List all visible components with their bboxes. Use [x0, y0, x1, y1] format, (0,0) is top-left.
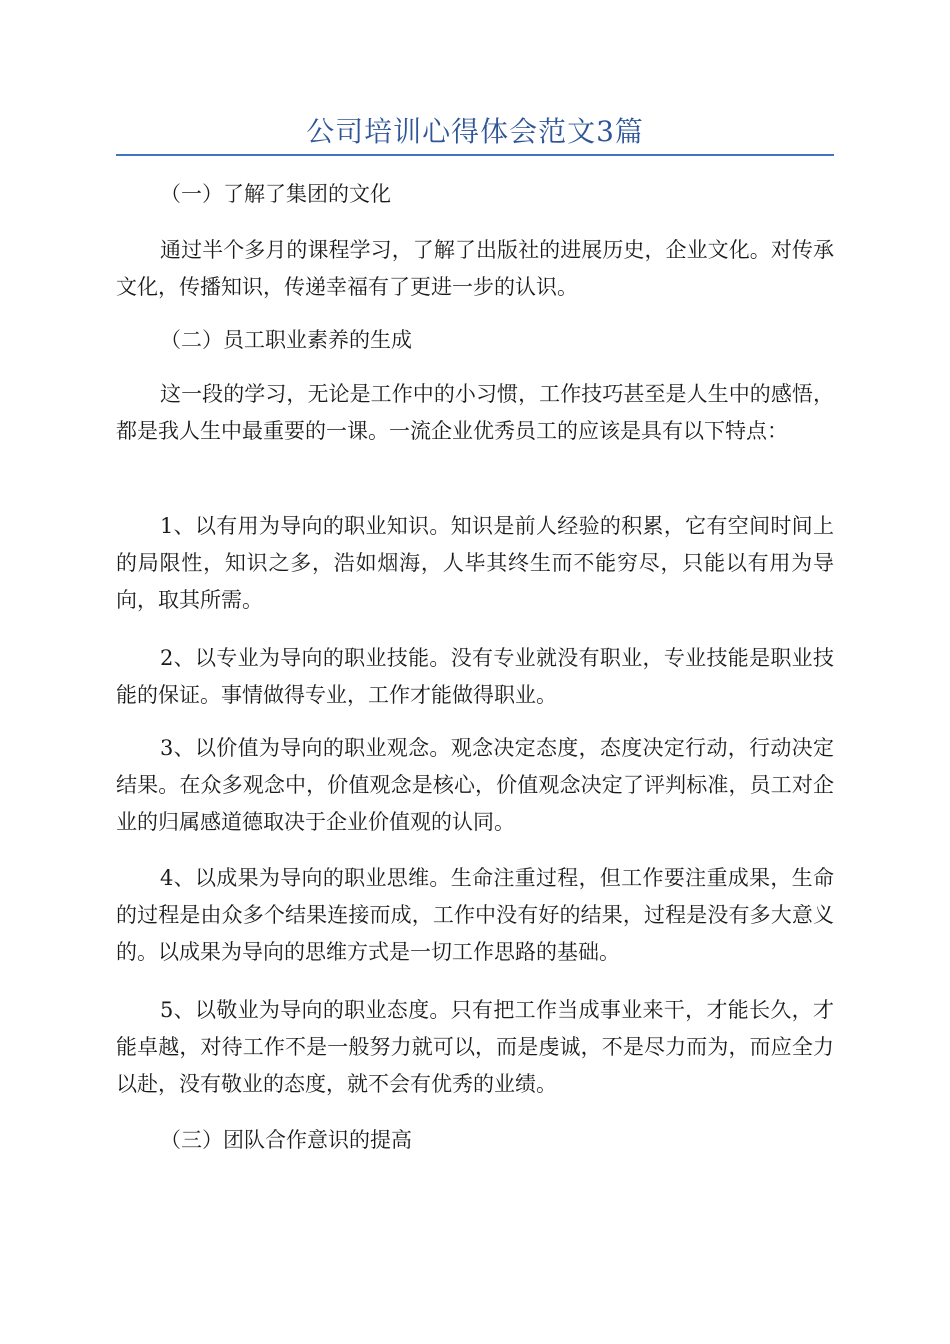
- list-item-1: 1、以有用为导向的职业知识。知识是前人经验的积累，它有空间时间上的局限性，知识之多，浩如烟海，人毕其终生而不能穷尽，只能以有用为导向，取其所需。: [116, 514, 834, 612]
- list-item-3: 3、以价值为导向的职业观念。观念决定态度，态度决定行动，行动决定结果。在众多观念中，价值观念是核心，价值观念决定了评判标准，员工对企业的归属感道德取决于企业价值观的认同。: [116, 736, 834, 834]
- section-heading-2: （二）员工职业素养的生成: [160, 328, 412, 352]
- list-item-2: 2、以专业为导向的职业技能。没有专业就没有职业，专业技能是职业技能的保证。事情做得专业，工作才能做得职业。: [116, 646, 834, 707]
- paragraph: 这一段的学习，无论是工作中的小习惯，工作技巧甚至是人生中的感悟，都是我人生中最重要的一课。一流企业优秀员工的应该是具有以下特点：: [116, 382, 834, 443]
- paragraph: 通过半个多月的课程学习，了解了出版社的进展历史，企业文化。对传承文化，传播知识，传递幸福有了更进一步的认识。: [116, 238, 834, 299]
- list-item-4: 4、以成果为导向的职业思维。生命注重过程，但工作要注重成果，生命的过程是由众多个结果连接而成，工作中没有好的结果，过程是没有多大意义的。以成果为导向的思维方式是一切工作思路的基础。: [116, 866, 834, 964]
- section-heading-1: （一）了解了集团的文化: [160, 182, 391, 206]
- title-underline: [116, 154, 834, 156]
- document-title: 公司培训心得体会范文3篇: [306, 115, 644, 148]
- section-heading-3: （三）团队合作意识的提高: [160, 1128, 412, 1152]
- list-item-5: 5、以敬业为导向的职业态度。只有把工作当成事业来干，才能长久，才能卓越，对待工作不是一般努力就可以，而是虔诚，不是尽力而为，而应全力以赴，没有敬业的态度，就不会有优秀的业绩。: [116, 998, 834, 1096]
